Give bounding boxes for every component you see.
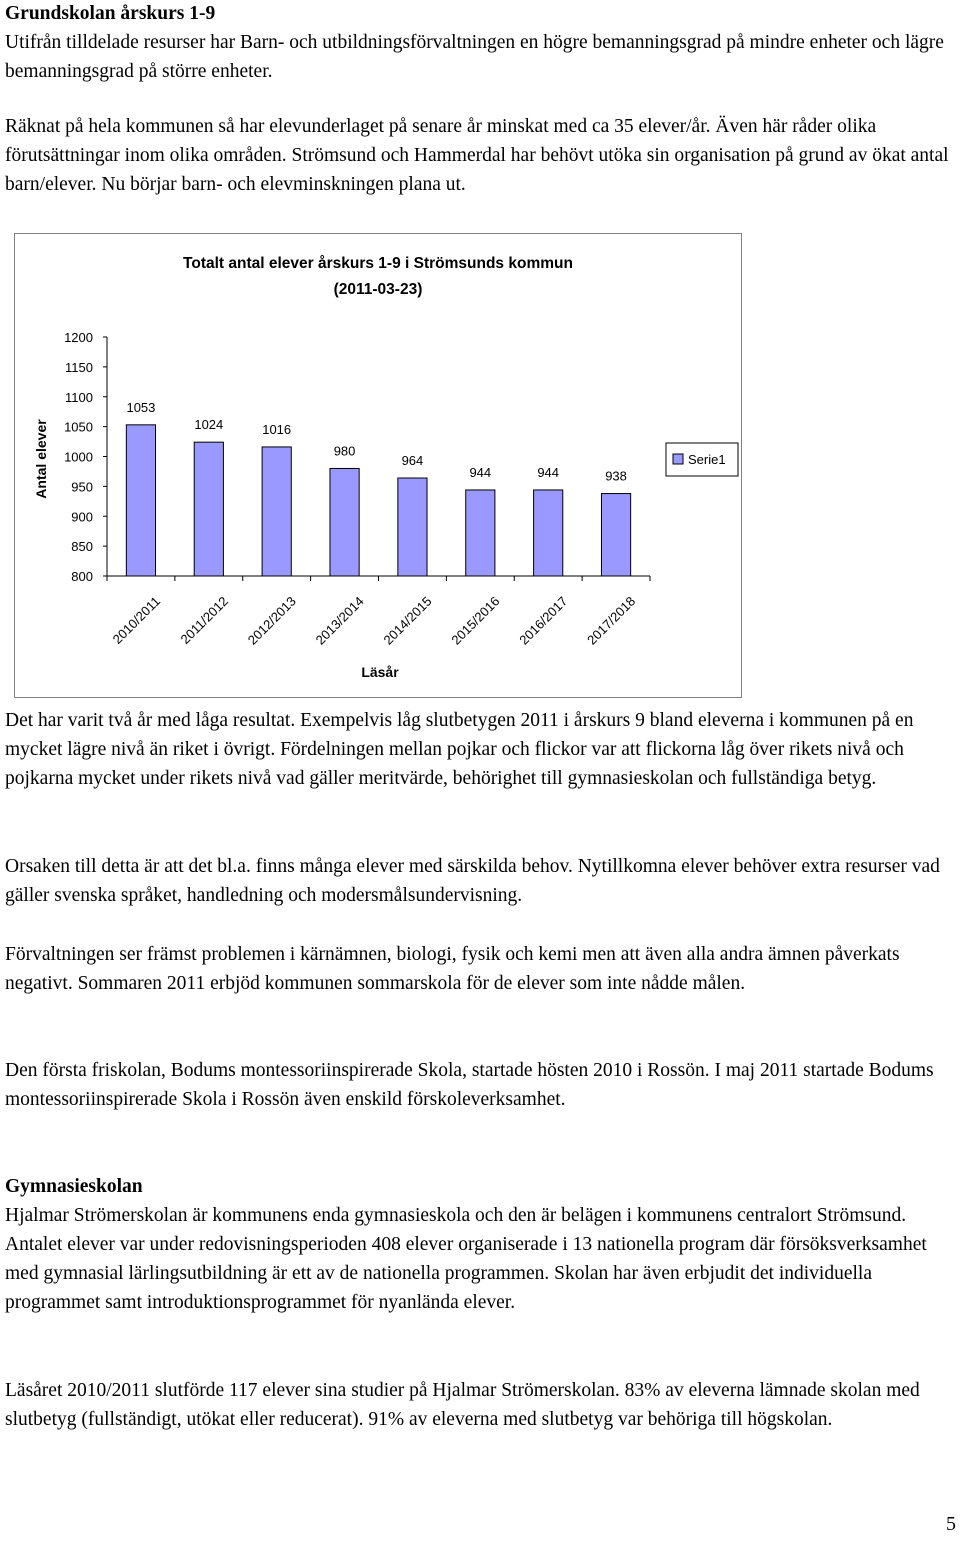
administration-paragraph: Förvaltningen ser främst problemen i kärnämnen, biologi, fysik och kemi men att även alla andra ämnen påverkats negativt. Sommaren 2011 erbjöd kommunen sommarskola för de elever som inte nådde målen. — [5, 944, 900, 994]
y-tick-label: 1050 — [64, 419, 93, 435]
legend-label-serie1: Serie1 — [688, 452, 726, 467]
y-tick-label: 1100 — [65, 389, 93, 405]
x-tick-label: 2011/2012 — [177, 593, 231, 647]
page-number: 5 — [946, 1513, 956, 1535]
x-tick-label: 2014/2015 — [380, 593, 435, 648]
x-tick-label: 2017/2018 — [584, 593, 639, 648]
x-tick-label: 2010/2011 — [109, 593, 164, 647]
gymnasie-paragraph: Hjalmar Strömerskolan är kommunens enda gymnasieskola och den är belägen i kommunens centralort Strömsund. Antalet elever var under redovisningsperioden 408 elever organiserade i 13 nationella program där försöksverksamhet med gymnasial lärlingsutbildning är ett av de nationella programmen. Skolan har även erbjudit det individuella programmet samt introduktionsprogrammet för nyanlända elever. — [5, 1205, 927, 1313]
grundskolan-heading: Grundskolan årskurs 1-9 — [5, 3, 216, 24]
x-tick-label: 2012/2013 — [244, 593, 299, 648]
x-tick-label: 2016/2017 — [516, 593, 571, 648]
intro-block — [5, 0, 957, 86]
y-tick-label: 850 — [71, 539, 93, 555]
chart-subtitle: (2011-03-23) — [333, 281, 423, 298]
legend — [666, 443, 738, 476]
y-tick-label: 800 — [71, 569, 93, 584]
friskola-paragraph: Den första friskolan, Bodums montessoriinspirerade Skola, startade hösten 2010 i Rossön. I maj 2011 startade Bodums montessoriinspirerade Skola i Rossön även enskild förskoleverksamhet. — [5, 1060, 934, 1110]
y-tick-label: 900 — [71, 509, 93, 525]
data-label-2017-2018: 938 — [605, 468, 627, 484]
bar-2011-2012 — [194, 442, 223, 576]
bar-2012-2013 — [262, 447, 291, 576]
y-tick-label: 1150 — [65, 359, 93, 375]
cause-paragraph: Orsaken till detta är att det bl.a. finns många elever med särskilda behov. Nytillkomna elever behöver extra resurser vad gäller svenska språket, handledning och modersmålsundervisning. — [5, 856, 940, 906]
graduation-paragraph: Läsåret 2010/2011 slutförde 117 elever sina studier på Hjalmar Strömerskolan. 83% av eleverna lämnade skolan med slutbetyg (fullständigt, utökat eller reducerat). 91% av eleverna med slutbetyg var behöriga till högskolan. — [5, 1380, 920, 1430]
data-label-2010-2011: 1053 — [126, 399, 156, 415]
bar-2015-2016 — [466, 490, 495, 576]
bar-2010-2011 — [126, 425, 155, 576]
population-paragraph: Räknat på hela kommunen så har elevunderlaget på senare år minskat med ca 35 elever/år. Även här råder olika förutsättningar inom olika områden. Strömsund och Hammerdal har behövt utöka sin organisation på grund av ökat antal barn/elever. Nu börjar barn- och elevminskningen plana ut. — [5, 116, 949, 195]
data-label-2011-2012: 1024 — [194, 417, 224, 433]
bar-2013-2014 — [330, 468, 359, 576]
legend-swatch-serie1 — [673, 454, 683, 464]
chart-title: Totalt antal elever årskurs 1-9 i Strömsunds kommun — [183, 255, 573, 272]
y-tick-label: 950 — [71, 479, 93, 495]
intro-paragraph: Utifrån tilldelade resurser har Barn- och utbildningsförvaltningen en högre bemanningsgrad på mindre enheter och lägre bemanningsgrad på större enheter. — [5, 32, 944, 82]
data-label-2014-2015: 964 — [401, 453, 424, 469]
y-axis-title: Antal elever — [33, 419, 49, 499]
x-axis-title: Läsår — [361, 664, 399, 680]
gymnasie-heading: Gymnasieskolan — [5, 1176, 143, 1197]
bar-2017-2018 — [601, 494, 630, 576]
data-label-2015-2016: 944 — [469, 464, 492, 480]
bar-2016-2017 — [534, 490, 563, 576]
y-tick-label: 1200 — [64, 330, 93, 345]
gymnasie-block — [5, 1172, 957, 1317]
bar-2014-2015 — [398, 478, 427, 576]
results-paragraph: Det har varit två år med låga resultat. Exempelvis låg slutbetygen 2011 i årskurs 9 bland eleverna i kommunen på en mycket lägre nivå än riket i övrigt. Fördelningen mellan pojkar och flickor var att flickorna låg över rikets nivå och pojkarna mycket under rikets nivå vad gäller meritvärde, behörighet till gymnasieskolan och fullständiga betyg. — [5, 710, 914, 789]
y-tick-label: 1000 — [64, 449, 93, 465]
x-tick-label: 2013/2014 — [312, 593, 367, 648]
data-label-2012-2013: 1016 — [262, 421, 292, 437]
data-label-2016-2017: 944 — [537, 464, 560, 480]
x-tick-label: 2015/2016 — [448, 593, 503, 648]
student-count-chart — [14, 233, 742, 698]
data-label-2013-2014: 980 — [333, 443, 356, 459]
